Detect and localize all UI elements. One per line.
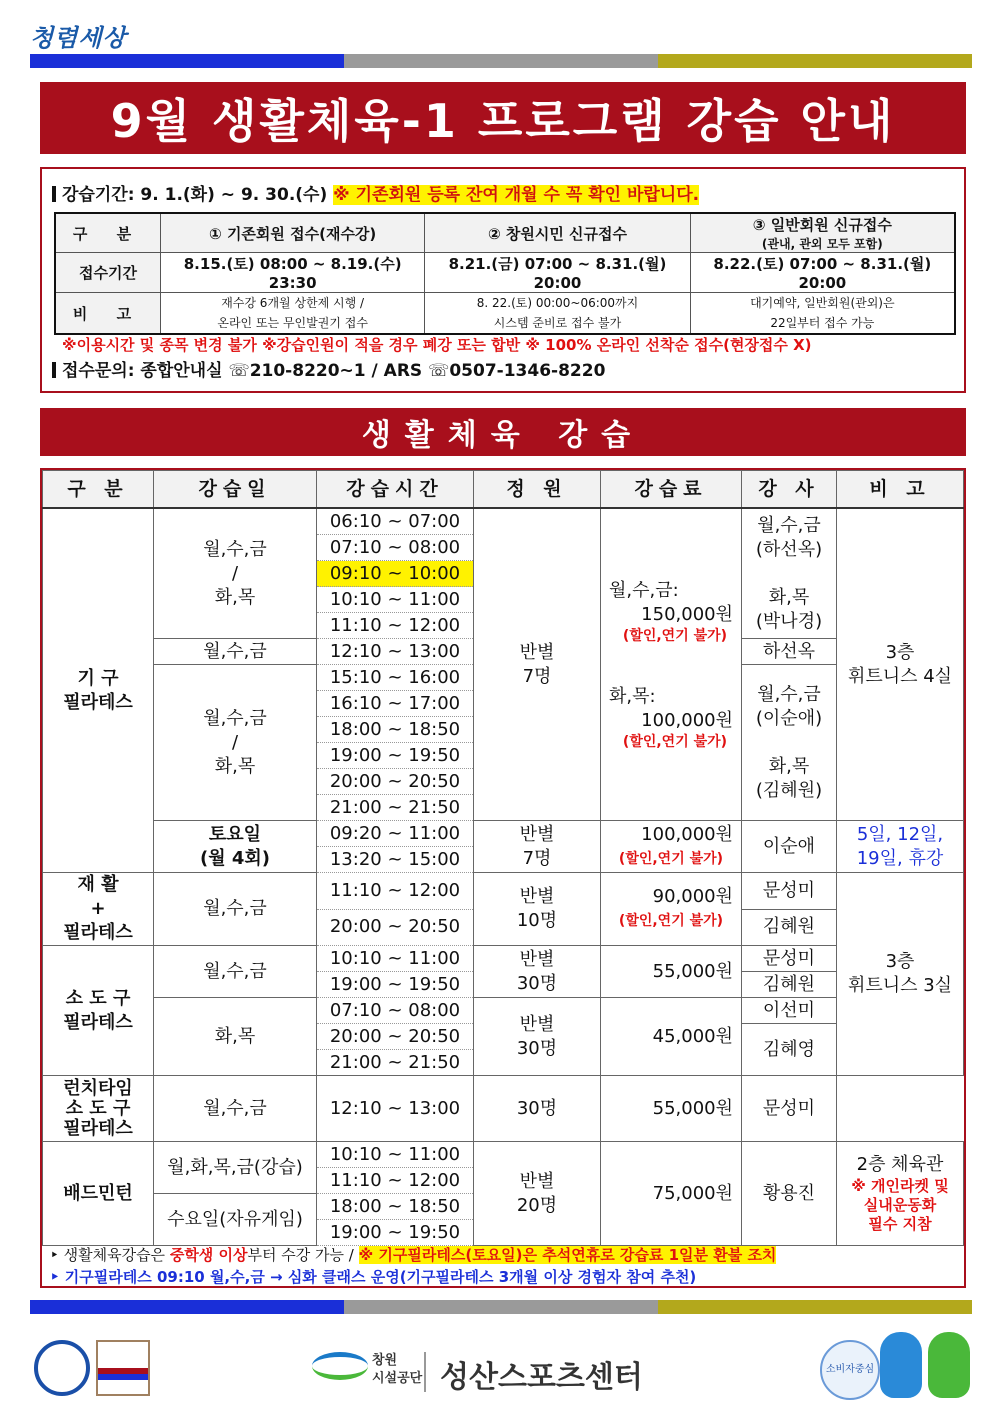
mascot-blue	[880, 1332, 922, 1398]
org-logo-icon	[312, 1352, 368, 1380]
divider	[424, 1352, 426, 1392]
footer-note-1: ‣ 생활체육강습은 중학생 이상부터 수강 가능 / ※ 기구필라테스(토요일)은 추석연휴로 강습료 1일분 환불 조치	[50, 1246, 777, 1264]
footer-note-2: ‣ 기구필라테스 09:10 월,수,금 → 심화 클래스 운영(기구필라테스 3개월 이상 경험자 참여 추천)	[50, 1268, 697, 1286]
inquiry-info: 접수문의: 종합안내실 ☏210-8220~1 / ARS ☏0507-1346-8220	[52, 356, 605, 381]
top-stripe	[30, 54, 972, 68]
org-name: 창원 시설공단	[372, 1353, 423, 1386]
bottom-stripe	[30, 1300, 972, 1314]
section-title: 생활체육 강습	[40, 408, 966, 456]
mascot-green	[928, 1332, 970, 1398]
brand-logo: 청렴세상	[30, 24, 127, 52]
award-logo	[96, 1340, 150, 1396]
page-title: 9월 생활체육-1 프로그램 강습 안내	[40, 82, 966, 154]
cert-logo-left	[34, 1340, 90, 1396]
consumer-cert-logo: 소비자중심	[820, 1340, 880, 1400]
notice-text: ※이용시간 및 종목 변경 불가 ※강습인원이 적을 경우 폐강 또는 합반 ※ 100% 온라인 선착순 접수(현장접수 X)	[62, 336, 812, 354]
course-period: 강습기간: 9. 1.(화) ~ 9. 30.(수) ※ 기존회원 등록 잔여 개월 수 꼭 확인 바랍니다.	[52, 180, 699, 205]
center-name: 성산스포츠센터	[440, 1360, 643, 1395]
registration-table: 구 분 ① 기존회원 접수(재수강) ② 창원시민 신규접수 ③ 일반회원 신규접수 (관내, 관외 모두 포함) 접수기간 8.15.(토) 08:00 ~ 8.19.(수) 23:30 8.21.(금) 07:00 ~ 8.31.(월) 20:00 8.22.(토) 07:00 ~ 8.31.(월) 20:00 비 고 재수강 6개월 상한제 시행 / 온라인 또는 무인발권기 접수 8. 22.(토) 00:00~06:00까지 시스템 준비로 접수 불가 대기예약, 일반회원(관외)은 22일부터 접수 가능	[54, 212, 956, 335]
schedule-table: 구 분 강습일 강습시간 정 원 강습료 강 사 비 고 기 구 필라테스 월,수,금 / 화,목 06:10 ~ 07:00 반별 7명 월,수,금: 150,000원 (할인,연기 불가) 화,목: 100,000원 (할인,연기 불가) 월,수,금 (하선옥) 화,목 (박나경) 3층 휘트니스 4실 07:10 ~ 08:00 09:10 ~ 10:00 10:10 ~ 11:00 11:10 ~ 12:00 월,수,금 12:10 ~ 13:00 하선옥 월,수,금 / 화,목 15:10 ~ 16:00 월,수,금 (이순애) 화,목 (김혜원) 16:10 ~ 17:00 18:00 ~ 18:50 19:00 ~ 19:50 20:00 ~ 20:50 21:00 ~ 21:50 토요일 (월 4회) 09:20 ~ 11:00 반별 7명 100,000원 (할인,연기 불가) 이순애 5일, 12일, 19일, 휴강 13:20 ~ 15:00 재 활 + 필라테스 월,수,금 11:10 ~ 12:00 반별 10명 90,000원 (할인,연기 불가) 문성미 3층 휘트니스 3실 20:00 ~ 20:50 김혜원 소 도 구 필라테스 월,수,금 10:10 ~ 11:00 반별 30명 55,000원 문성미 19:00 ~ 19:50 김혜원 화,목 07:10 ~ 08:00 반별 30명 45,000원 이선미 20:00 ~ 20:50 김혜영 21:00 ~ 21:50 런치타임 소 도 구 필라테스 월,수,금 12:10 ~ 13:00 30명 55,000원 문성미 배드민턴 월,화,목,금(강습) 10:10 ~ 11:00 반별 20명 75,000원 황용진 2층 체육관 ※ 개인라켓 및 실내운동화 필수 지참 11:10 ~ 12:00 수요일(자유게임) 18:00 ~ 18:50 19:00 ~ 19:50	[42, 470, 964, 1246]
